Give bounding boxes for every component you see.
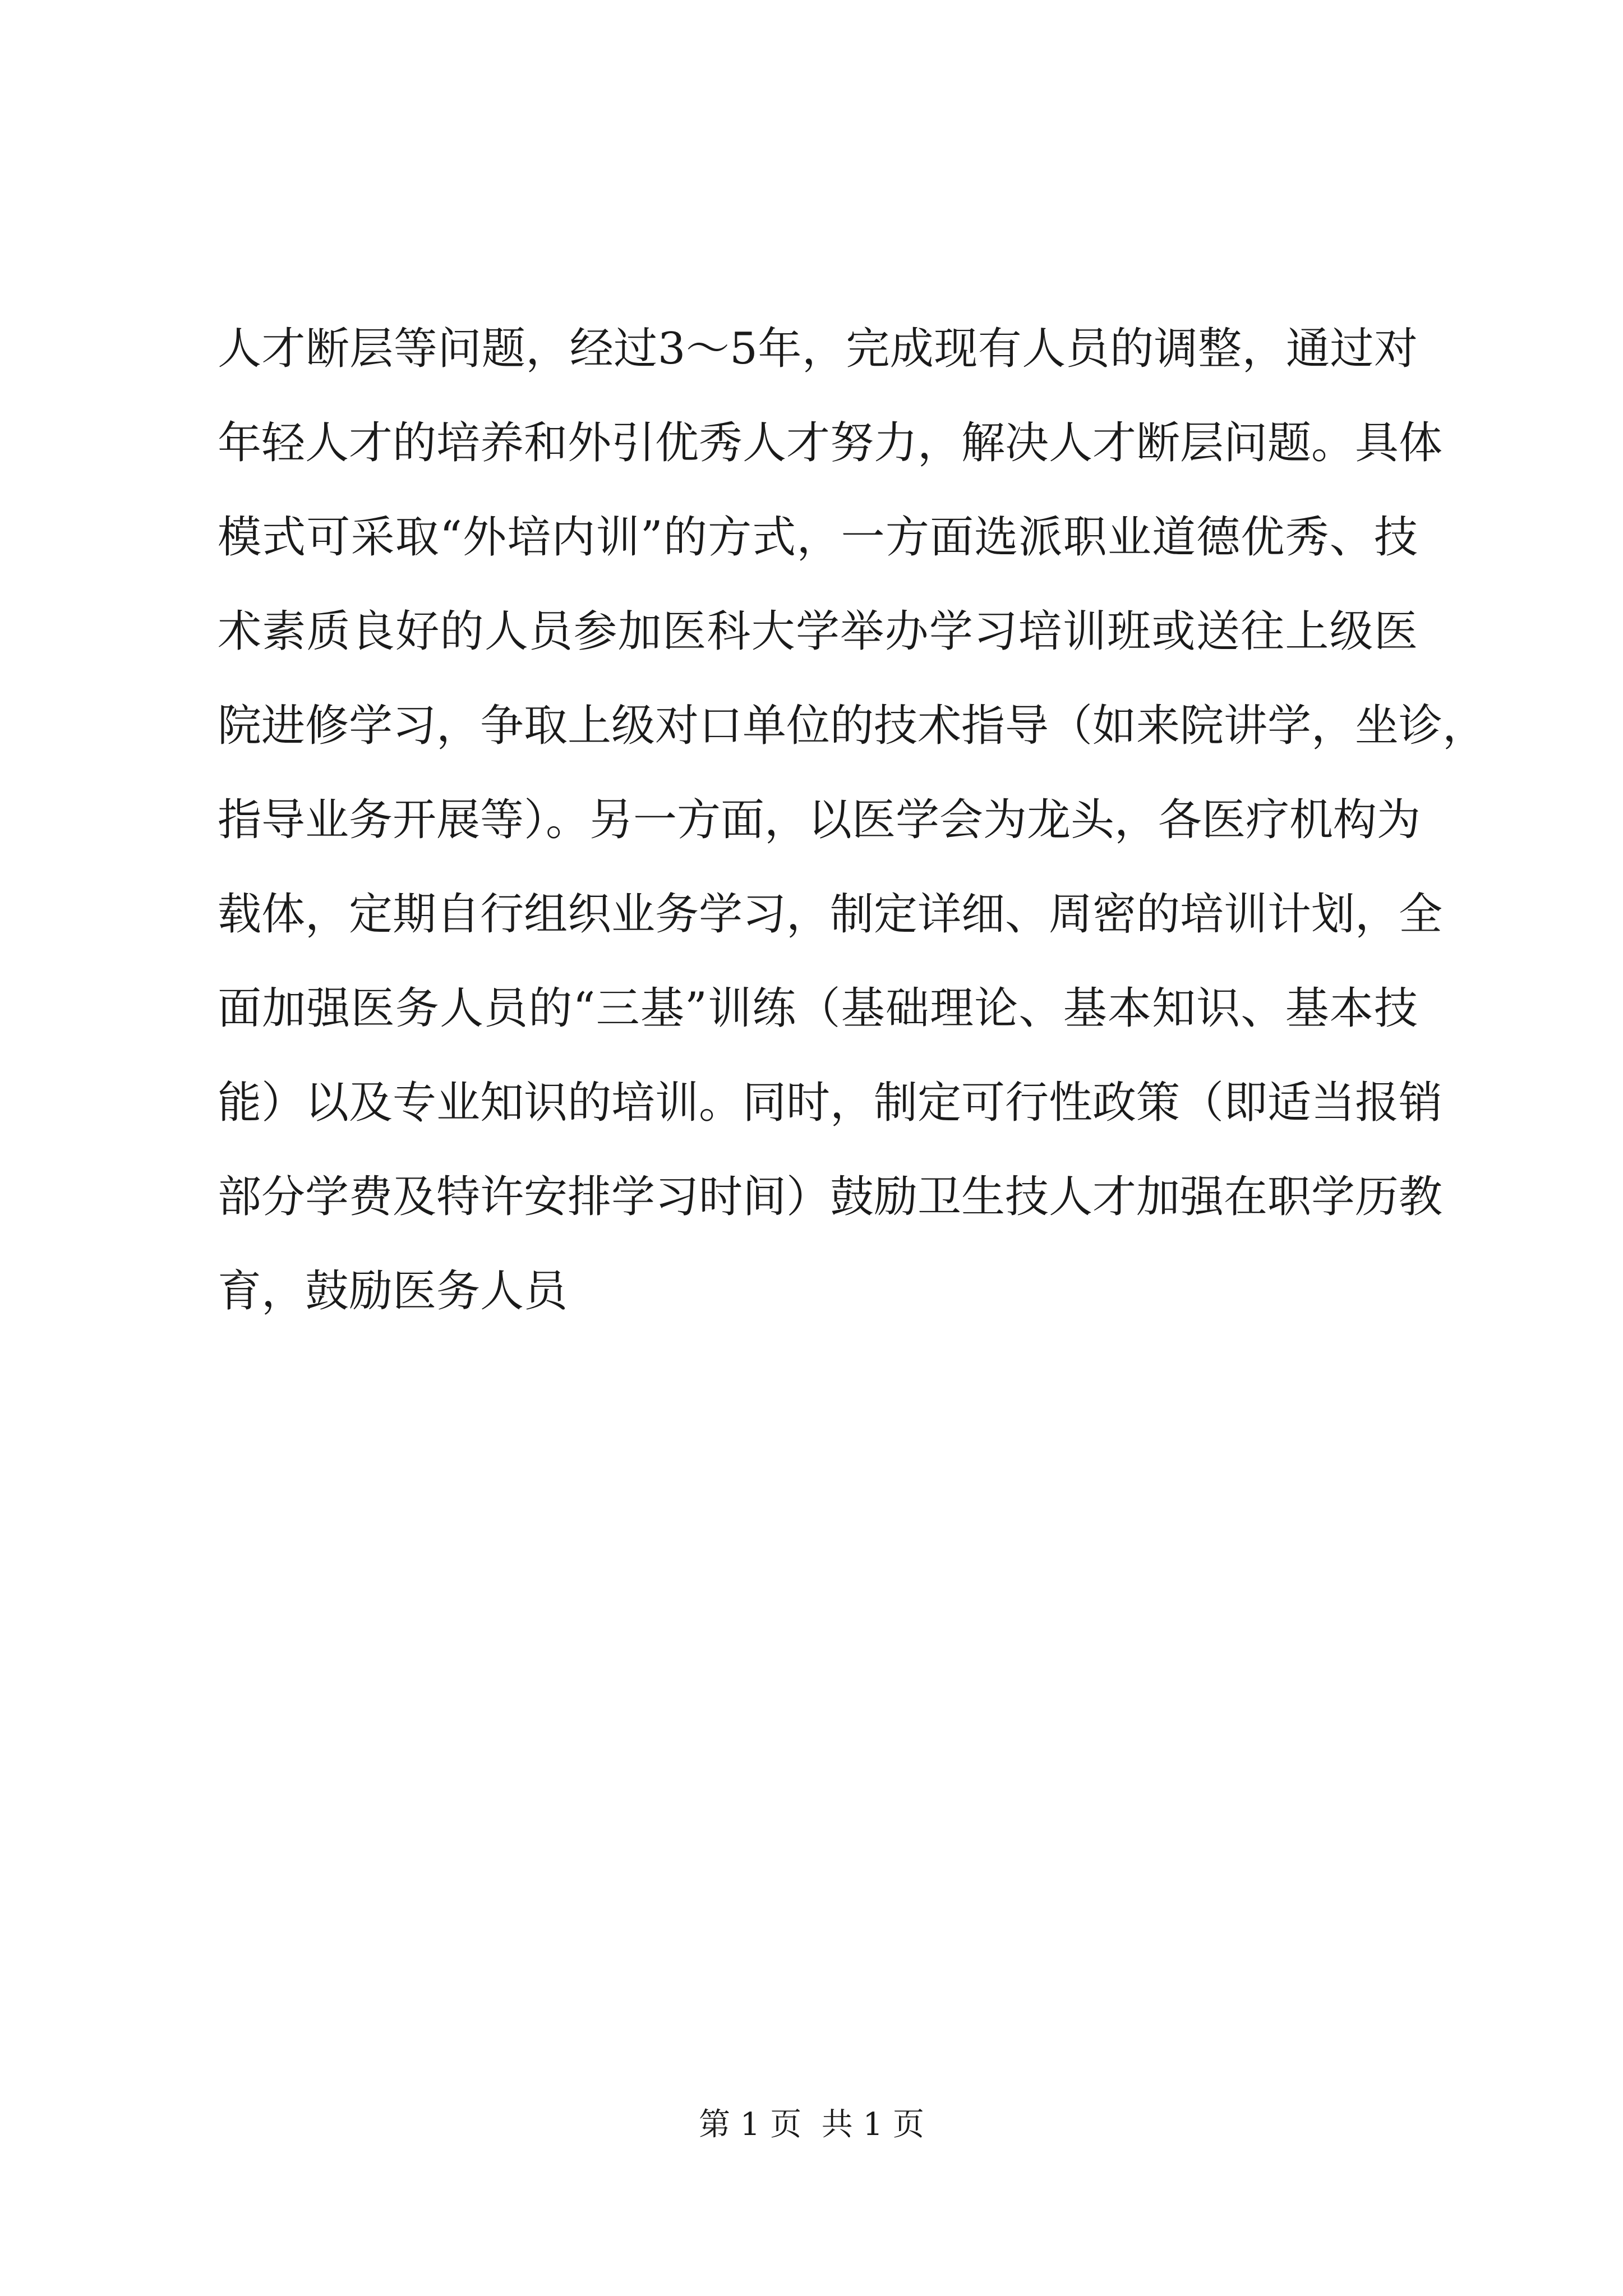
- paragraph-line: 术素质良好的人员参加医科大学举办学习培训班或送往上级医: [218, 606, 1418, 657]
- paragraph-line: 能）以及专业知识的培训。同时，制定可行性政策（即适当报销: [218, 1078, 1443, 1128]
- paragraph-line: 院进修学习，争取上级对口单位的技术指导（如来院讲学，坐诊，: [218, 701, 1487, 751]
- page-number-footer: 第 1 页 共 1 页: [698, 2106, 925, 2143]
- paragraph-line: 载体，定期自行组织业务学习，制定详细、周密的培训计划，全: [218, 889, 1443, 940]
- body-paragraph: [218, 302, 1487, 1338]
- paragraph-line: 人才断层等问题，经过3～5年，完成现有人员的调整，通过对: [218, 324, 1418, 374]
- paragraph-line: 模式可采取“外培内训”的方式，一方面选派职业道德优秀、技: [218, 512, 1418, 563]
- paragraph-line-last: 育，鼓励医务人员: [218, 1266, 568, 1317]
- paragraph-line: 指导业务开展等）。另一方面，以医学会为龙头，各医疗机构为: [218, 795, 1421, 845]
- paragraph-line: 面加强医务人员的“三基”训练（基础理论、基本知识、基本技: [218, 983, 1418, 1034]
- paragraph-line: 部分学费及特许安排学习时间）鼓励卫生技人才加强在职学历教: [218, 1172, 1443, 1222]
- paragraph-line: 年轻人才的培养和外引优秀人才努力，解决人才断层问题。具体: [218, 418, 1443, 468]
